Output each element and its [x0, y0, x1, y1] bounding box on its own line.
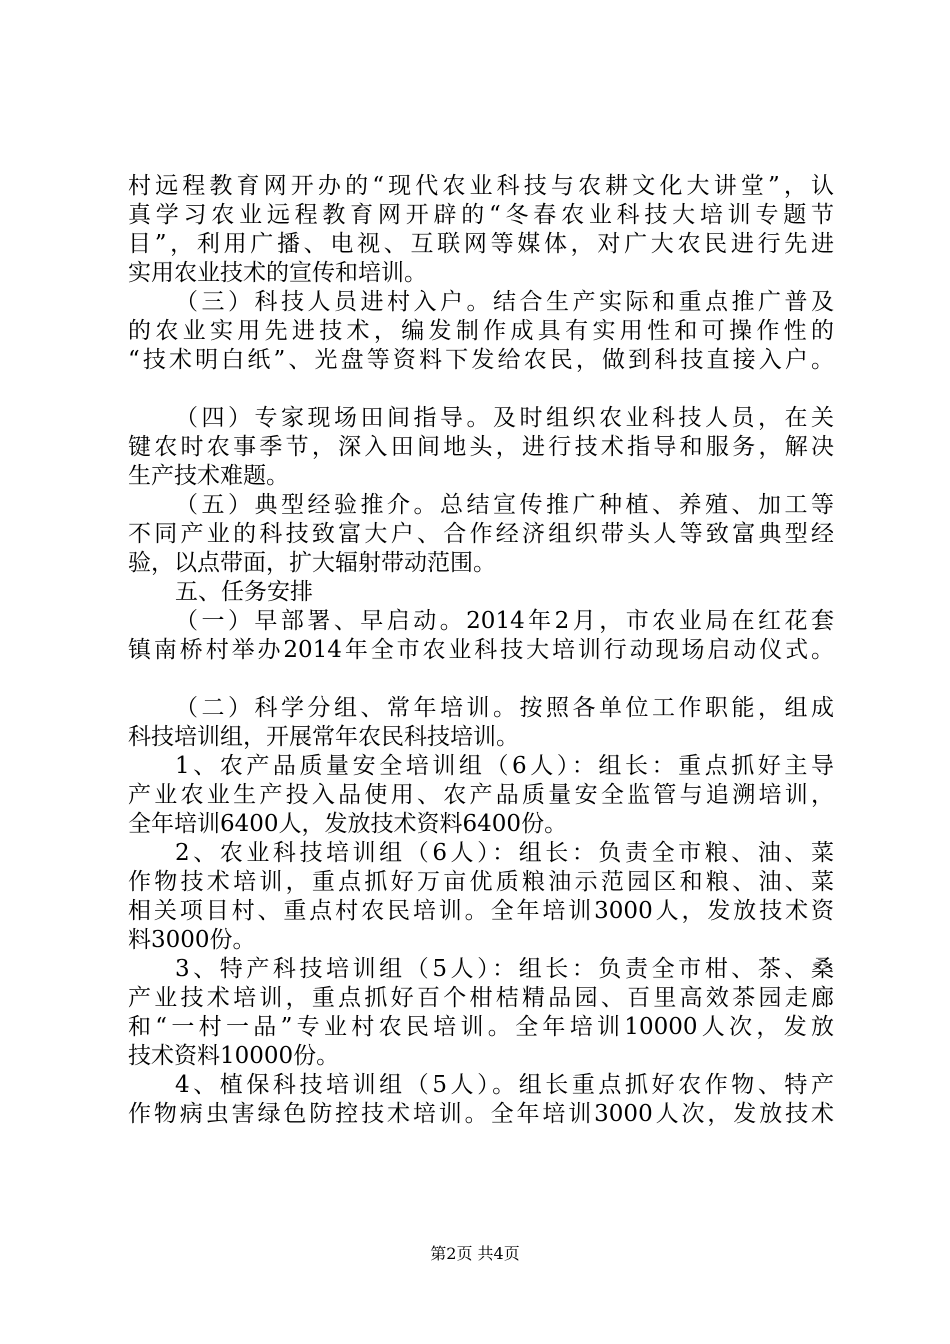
section-heading: 五、任务安排 [175, 579, 313, 605]
text-line: 相关项目村、重点村农民培训。全年培训3000人，发放技术资 [128, 898, 834, 924]
text-line: 镇南桥村举办2014年全市农业科技大培训行动现场启动仪式。 [128, 637, 834, 663]
text-line: 3、特产科技培训组（5人）：组长：负责全市柑、茶、桑 [175, 956, 834, 982]
text-line: 和“一村一品”专业村农民培训。全年培训10000人次，发放 [128, 1014, 834, 1040]
text-line: 1、农产品质量安全培训组（6人）：组长：重点抓好主导 [175, 753, 834, 779]
text-line: 生产技术难题。 [128, 463, 289, 489]
text-line: “技术明白纸”、光盘等资料下发给农民，做到科技直接入户。 [128, 347, 834, 373]
text-line: 全年培训6400人，发放技术资料6400份。 [128, 811, 568, 837]
text-line: 目”，利用广播、电视、互联网等媒体，对广大农民进行先进 [128, 231, 834, 257]
text-line: 科技培训组，开展常年农民科技培训。 [128, 724, 519, 750]
text-line: 作物技术培训，重点抓好万亩优质粮油示范园区和粮、油、菜 [128, 869, 834, 895]
text-line: （四）专家现场田间指导。及时组织农业科技人员，在关 [175, 405, 834, 431]
document-body [128, 172, 834, 1129]
text-line: （一）早部署、早启动。2014年2月，市农业局在红花套 [175, 608, 834, 634]
text-line: 产业农业生产投入品使用、农产品质量安全监管与追溯培训， [128, 782, 834, 808]
text-line: 验，以点带面，扩大辐射带动范围。 [128, 550, 496, 576]
text-line: 产业技术培训，重点抓好百个柑桔精品园、百里高效茶园走廊 [128, 985, 834, 1011]
text-line: 实用农业技术的宣传和培训。 [128, 260, 427, 286]
text-line: 作物病虫害绿色防控技术培训。全年培训3000人次，发放技术 [128, 1101, 834, 1127]
text-line: （三）科技人员进村入户。结合生产实际和重点推广普及 [175, 289, 834, 315]
text-line: （五）典型经验推介。总结宣传推广种植、养殖、加工等 [175, 492, 834, 518]
page-footer: 第2页 共4页 [430, 1244, 520, 1263]
text-line: 的农业实用先进技术，编发制作成具有实用性和可操作性的 [128, 318, 834, 344]
text-line: 技术资料10000份。 [128, 1043, 340, 1069]
text-line: 村远程教育网开办的“现代农业科技与农耕文化大讲堂”，认 [128, 173, 834, 199]
text-line: 4、植保科技培训组（5人）。组长重点抓好农作物、特产 [175, 1072, 834, 1098]
text-line: 2、农业科技培训组（6人）：组长：负责全市粮、油、菜 [175, 840, 834, 866]
text-line: （二）科学分组、常年培训。按照各单位工作职能，组成 [175, 695, 834, 721]
text-line: 不同产业的科技致富大户、合作经济组织带头人等致富典型经 [128, 521, 834, 547]
text-line: 键农时农事季节，深入田间地头，进行技术指导和服务，解决 [128, 434, 834, 460]
text-line: 真学习农业远程教育网开辟的“冬春农业科技大培训专题节 [128, 202, 834, 228]
text-line: 料3000份。 [128, 927, 256, 953]
